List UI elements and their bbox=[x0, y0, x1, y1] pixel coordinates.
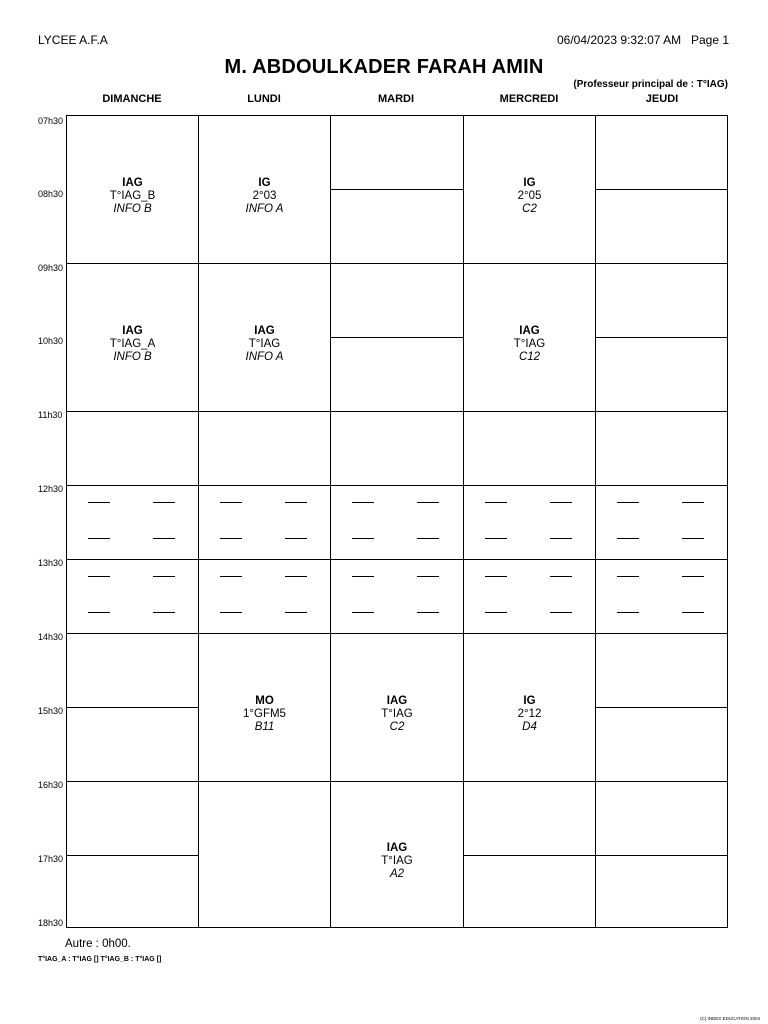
empty-slot[interactable] bbox=[595, 411, 728, 486]
lunch-dash bbox=[485, 576, 507, 577]
time-label: 15h30 bbox=[38, 706, 64, 716]
lunch-dash bbox=[682, 576, 704, 577]
day-header-mardi: MARDI bbox=[377, 93, 415, 105]
lunch-dash bbox=[417, 612, 439, 613]
time-label: 12h30 bbox=[38, 484, 64, 494]
empty-slot[interactable] bbox=[595, 707, 728, 782]
lunch-dash bbox=[417, 538, 439, 539]
lunch-dash bbox=[88, 538, 110, 539]
course-group: T°IAG_B bbox=[109, 190, 156, 202]
course-room: INFO A bbox=[245, 351, 284, 363]
time-label: 16h30 bbox=[38, 780, 64, 790]
lunch-dash bbox=[285, 576, 307, 577]
lunch-dash bbox=[352, 538, 374, 539]
time-label: 18h30 bbox=[38, 918, 64, 928]
empty-slot[interactable] bbox=[330, 189, 464, 264]
empty-slot[interactable] bbox=[66, 411, 199, 486]
lunch-dash bbox=[617, 612, 639, 613]
empty-slot[interactable] bbox=[198, 781, 331, 928]
day-header-jeudi: JEUDI bbox=[645, 93, 679, 105]
page-number: Page 1 bbox=[691, 33, 730, 47]
lunch-dash bbox=[550, 612, 572, 613]
course-block bbox=[67, 325, 198, 364]
course-block bbox=[331, 842, 463, 881]
time-label: 07h30 bbox=[38, 116, 64, 126]
copyright-footer: (C) INDEX EDUCATION 2004 bbox=[700, 1016, 760, 1021]
empty-slot[interactable] bbox=[595, 781, 728, 856]
course-room: D4 bbox=[522, 721, 537, 733]
course-group: T°IAG bbox=[248, 338, 281, 350]
lunch-slot bbox=[595, 485, 728, 560]
course-group: T°IAG bbox=[381, 708, 413, 720]
empty-slot[interactable] bbox=[463, 411, 596, 486]
lunch-dash bbox=[153, 612, 175, 613]
school-name: LYCEE A.F.A bbox=[38, 33, 108, 47]
lunch-dash bbox=[220, 538, 242, 539]
time-label: 17h30 bbox=[38, 854, 64, 864]
empty-slot[interactable] bbox=[66, 855, 199, 928]
lunch-dash bbox=[153, 576, 175, 577]
course-group: 2°12 bbox=[517, 708, 542, 720]
teacher-name-title: M. ABDOULKADER FARAH AMIN bbox=[224, 56, 544, 78]
time-label: 11h30 bbox=[38, 410, 63, 420]
course-cell[interactable] bbox=[463, 263, 596, 412]
course-room: INFO B bbox=[113, 203, 152, 215]
day-header-lundi: LUNDI bbox=[247, 93, 281, 105]
course-block bbox=[199, 177, 330, 216]
day-header-mercredi: MERCREDI bbox=[499, 93, 559, 105]
lunch-dash bbox=[417, 576, 439, 577]
empty-slot[interactable] bbox=[595, 263, 728, 338]
empty-slot[interactable] bbox=[330, 263, 464, 338]
lunch-dash bbox=[617, 576, 639, 577]
lunch-dash bbox=[285, 538, 307, 539]
course-room: C12 bbox=[518, 351, 541, 363]
empty-slot[interactable] bbox=[66, 781, 199, 856]
lunch-slot bbox=[198, 485, 331, 560]
lunch-dash bbox=[617, 538, 639, 539]
course-block bbox=[464, 325, 595, 364]
lunch-slot bbox=[330, 559, 464, 634]
lunch-dash bbox=[550, 576, 572, 577]
course-cell[interactable] bbox=[198, 263, 331, 412]
empty-slot[interactable] bbox=[330, 337, 464, 412]
lunch-dash bbox=[88, 576, 110, 577]
empty-slot[interactable] bbox=[66, 707, 199, 782]
course-room: INFO A bbox=[245, 203, 284, 215]
lunch-dash bbox=[153, 538, 175, 539]
lunch-slot bbox=[66, 485, 199, 560]
course-subject: MO bbox=[255, 695, 274, 707]
empty-slot[interactable] bbox=[595, 189, 728, 264]
course-room: C2 bbox=[522, 203, 537, 215]
lunch-dash bbox=[682, 502, 704, 503]
course-block bbox=[331, 695, 463, 734]
course-subject: IG bbox=[258, 177, 271, 189]
empty-slot[interactable] bbox=[198, 411, 331, 486]
time-label: 14h30 bbox=[38, 632, 64, 642]
course-subject: IG bbox=[523, 177, 536, 189]
course-cell[interactable] bbox=[66, 263, 199, 412]
course-block bbox=[464, 177, 595, 216]
lunch-dash bbox=[352, 502, 374, 503]
lunch-slot bbox=[198, 559, 331, 634]
lunch-dash bbox=[88, 502, 110, 503]
empty-slot[interactable] bbox=[463, 781, 596, 856]
course-subject: IAG bbox=[122, 325, 143, 337]
course-block bbox=[464, 695, 595, 734]
empty-slot[interactable] bbox=[330, 115, 464, 190]
course-block bbox=[67, 177, 198, 216]
course-block bbox=[199, 325, 330, 364]
lunch-dash bbox=[88, 612, 110, 613]
course-group: 2°05 bbox=[517, 190, 542, 202]
lunch-dash bbox=[682, 538, 704, 539]
empty-slot[interactable] bbox=[66, 633, 199, 708]
lunch-dash bbox=[485, 538, 507, 539]
course-cell[interactable] bbox=[198, 115, 331, 264]
empty-slot[interactable] bbox=[595, 633, 728, 708]
lunch-dash bbox=[550, 502, 572, 503]
lunch-dash bbox=[352, 612, 374, 613]
course-subject: IAG bbox=[254, 325, 275, 337]
lunch-dash bbox=[485, 502, 507, 503]
principal-teacher-note: (Professeur principal de : T°IAG) bbox=[573, 79, 728, 90]
course-subject: IAG bbox=[386, 695, 408, 707]
empty-slot[interactable] bbox=[595, 855, 728, 928]
course-room: INFO B bbox=[113, 351, 152, 363]
lunch-dash bbox=[220, 502, 242, 503]
course-room: B11 bbox=[254, 721, 275, 733]
course-cell[interactable] bbox=[463, 115, 596, 264]
print-datetime: 06/04/2023 9:32:07 AM bbox=[557, 33, 682, 47]
lunch-dash bbox=[153, 502, 175, 503]
course-room: A2 bbox=[389, 868, 405, 880]
lunch-slot bbox=[463, 559, 596, 634]
course-subject: IAG bbox=[519, 325, 540, 337]
lunch-dash bbox=[417, 502, 439, 503]
course-cell[interactable] bbox=[198, 633, 331, 782]
group-legend: T°IAG_A : T°IAG [] T°IAG_B : T°IAG [] bbox=[38, 956, 162, 963]
empty-slot[interactable] bbox=[330, 411, 464, 486]
time-label: 10h30 bbox=[38, 336, 64, 346]
course-cell[interactable] bbox=[330, 781, 464, 928]
time-label: 13h30 bbox=[38, 558, 64, 568]
lunch-dash bbox=[285, 502, 307, 503]
empty-slot[interactable] bbox=[595, 337, 728, 412]
course-cell[interactable] bbox=[463, 633, 596, 782]
course-group: 1°GFM5 bbox=[243, 708, 286, 720]
lunch-dash bbox=[220, 612, 242, 613]
course-room: C2 bbox=[389, 721, 405, 733]
course-group: T°IAG bbox=[381, 855, 413, 867]
other-hours-note: Autre : 0h00. bbox=[65, 938, 131, 950]
timetable-grid bbox=[66, 115, 728, 928]
lunch-dash bbox=[485, 612, 507, 613]
lunch-slot bbox=[595, 559, 728, 634]
course-group: T°IAG_A bbox=[109, 338, 156, 350]
empty-slot[interactable] bbox=[463, 855, 596, 928]
day-header-dimanche: DIMANCHE bbox=[102, 93, 162, 105]
course-subject: IAG bbox=[122, 177, 143, 189]
course-subject: IAG bbox=[386, 842, 408, 854]
time-label: 08h30 bbox=[38, 189, 64, 199]
lunch-dash bbox=[682, 612, 704, 613]
lunch-slot bbox=[463, 485, 596, 560]
course-block bbox=[199, 695, 330, 734]
lunch-dash bbox=[550, 538, 572, 539]
lunch-dash bbox=[220, 576, 242, 577]
lunch-slot bbox=[66, 559, 199, 634]
lunch-dash bbox=[352, 576, 374, 577]
course-group: 2°03 bbox=[252, 190, 277, 202]
lunch-dash bbox=[617, 502, 639, 503]
course-group: T°IAG bbox=[513, 338, 546, 350]
time-label: 09h30 bbox=[38, 263, 64, 273]
course-subject: IG bbox=[523, 695, 536, 707]
lunch-dash bbox=[285, 612, 307, 613]
empty-slot[interactable] bbox=[595, 115, 728, 190]
course-cell[interactable] bbox=[66, 115, 199, 264]
lunch-slot bbox=[330, 485, 464, 560]
course-cell[interactable] bbox=[330, 633, 464, 782]
